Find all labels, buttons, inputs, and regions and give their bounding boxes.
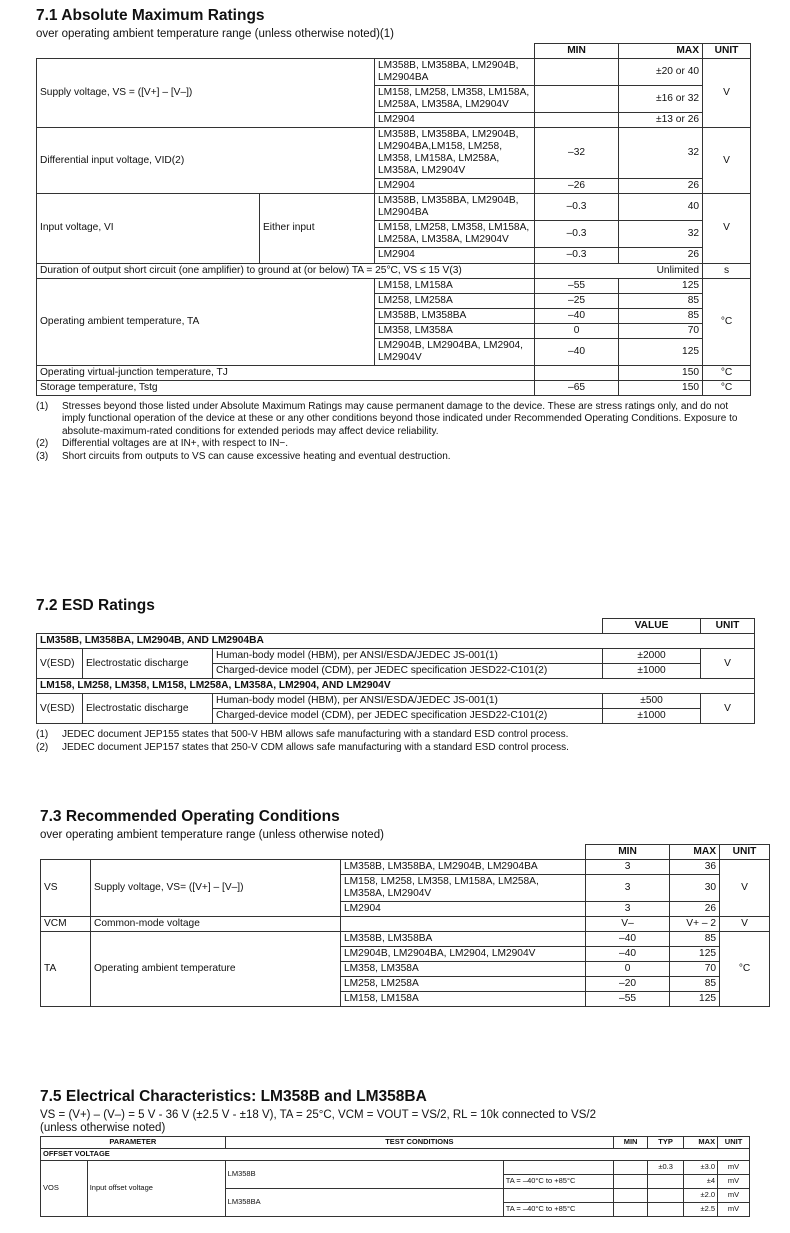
unit-cell: °C bbox=[720, 932, 770, 1007]
col-value: VALUE bbox=[603, 619, 701, 634]
table-row bbox=[41, 1160, 750, 1174]
section-7-3 bbox=[40, 808, 757, 1007]
elec-char-table bbox=[40, 1136, 750, 1217]
min-cell: –40 bbox=[535, 338, 619, 365]
min-cell: –55 bbox=[586, 992, 670, 1007]
footnote-number: (1) bbox=[36, 400, 49, 412]
max-cell: 125 bbox=[619, 278, 703, 293]
col-unit: UNIT bbox=[701, 619, 755, 634]
group-label: LM358B, LM358BA, LM2904B, AND LM2904BA bbox=[37, 634, 755, 649]
table-row bbox=[37, 278, 751, 293]
device-cell: LM158, LM258, LM358, LM158A, LM258A, LM358A, LM2904V bbox=[341, 875, 586, 902]
symbol-cell: V(ESD) bbox=[37, 694, 83, 724]
max-cell: 40 bbox=[619, 194, 703, 221]
unit-cell: V bbox=[720, 917, 770, 932]
min-cell: 3 bbox=[586, 902, 670, 917]
table-row bbox=[41, 860, 770, 875]
param-label: Differential input voltage, VID(2) bbox=[37, 128, 375, 194]
max-cell: Unlimited bbox=[535, 263, 703, 278]
device-cell: LM358B, LM358BA, LM2904B, LM2904BA bbox=[341, 860, 586, 875]
col-max: MAX bbox=[684, 1137, 718, 1149]
abs-max-table bbox=[36, 43, 751, 396]
table-header bbox=[37, 44, 751, 59]
device-cell: LM358, LM358A bbox=[375, 323, 535, 338]
param-label: Operating virtual-junction temperature, TJ bbox=[37, 365, 535, 380]
table-row bbox=[37, 649, 755, 664]
device-cell: LM158, LM158A bbox=[375, 278, 535, 293]
device-cell: LM2904 bbox=[341, 902, 586, 917]
typ-cell bbox=[648, 1188, 684, 1202]
device-cell: LM358B, LM358BA bbox=[375, 308, 535, 323]
table-header bbox=[41, 1137, 750, 1149]
max-cell: ±20 or 40 bbox=[619, 59, 703, 86]
unit-cell: V bbox=[703, 59, 751, 128]
condition-cell bbox=[503, 1160, 613, 1174]
section-7-5 bbox=[40, 1088, 750, 1217]
unit-cell: V bbox=[703, 194, 751, 263]
min-cell bbox=[614, 1174, 648, 1188]
device-cell: LM358B, LM358BA bbox=[341, 932, 586, 947]
min-cell bbox=[535, 59, 619, 86]
param-label: Input voltage, VI bbox=[37, 194, 260, 263]
min-cell bbox=[535, 86, 619, 113]
footnote-text: Stresses beyond those listed under Absolute Maximum Ratings may cause permanent damage to the device. These are stress ratings only, and do not imply functional operation of the device at these or any other conditions beyond those indicated under Recommended Operating Conditions. Exposure to absolute-maximum-rated conditions for extended periods may affect device reliability. bbox=[62, 400, 738, 437]
table-row bbox=[37, 194, 751, 221]
model-cell: Human-body model (HBM), per ANSI/ESDA/JEDEC JS-001(1) bbox=[213, 694, 603, 709]
unit-cell: mV bbox=[718, 1160, 750, 1174]
max-cell: 30 bbox=[670, 875, 720, 902]
min-cell bbox=[535, 113, 619, 128]
min-cell: –40 bbox=[586, 932, 670, 947]
table-header bbox=[37, 619, 755, 634]
device-cell: LM358B, LM358BA, LM2904B, LM2904BA bbox=[375, 194, 535, 221]
max-cell: 26 bbox=[670, 902, 720, 917]
min-cell: 3 bbox=[586, 860, 670, 875]
condition-cell: Either input bbox=[260, 194, 375, 263]
table-row bbox=[37, 263, 751, 278]
device-cell bbox=[341, 917, 586, 932]
device-cell: LM358, LM358A bbox=[341, 962, 586, 977]
table-header bbox=[41, 845, 770, 860]
footnote-number: (1) bbox=[36, 729, 49, 741]
footnote-text: Short circuits from outputs to VS can cause excessive heating and eventual destruction. bbox=[62, 450, 451, 462]
param-label: Storage temperature, Tstg bbox=[37, 380, 535, 395]
group-label: LM158, LM258, LM358, LM158, LM258A, LM358A, LM2904, AND LM2904V bbox=[37, 679, 755, 694]
max-cell: 26 bbox=[619, 248, 703, 263]
param-label: Input offset voltage bbox=[87, 1160, 225, 1216]
condition-cell bbox=[503, 1188, 613, 1202]
unit-cell: mV bbox=[718, 1188, 750, 1202]
min-cell: –0.3 bbox=[535, 221, 619, 248]
group-row bbox=[41, 1148, 750, 1160]
min-cell: –0.3 bbox=[535, 248, 619, 263]
device-cell: LM2904 bbox=[375, 113, 535, 128]
section-subtitle-2: (unless otherwise noted) bbox=[40, 1122, 166, 1134]
footnote bbox=[36, 742, 754, 755]
footnote bbox=[36, 401, 750, 439]
max-cell: 85 bbox=[670, 932, 720, 947]
value-cell: ±1000 bbox=[603, 709, 701, 724]
footnote-text: JEDEC document JEP155 states that 500-V HBM allows safe manufacturing with a standard ESD control process. bbox=[62, 729, 569, 741]
table-row bbox=[37, 380, 751, 395]
min-cell: –40 bbox=[535, 308, 619, 323]
table-row bbox=[37, 59, 751, 86]
max-cell: ±3.0 bbox=[684, 1160, 718, 1174]
device-cell: LM2904B, LM2904BA, LM2904, LM2904V bbox=[341, 947, 586, 962]
device-cell: LM258, LM258A bbox=[375, 293, 535, 308]
device-cell: LM2904B, LM2904BA, LM2904, LM2904V bbox=[375, 338, 535, 365]
footnote-number: (2) bbox=[36, 438, 49, 450]
table-row bbox=[41, 932, 770, 947]
typ-cell: ±0.3 bbox=[648, 1160, 684, 1174]
max-cell: ±4 bbox=[684, 1174, 718, 1188]
min-cell: –55 bbox=[535, 278, 619, 293]
symbol-cell: V(ESD) bbox=[37, 649, 83, 679]
param-label: Operating ambient temperature, TA bbox=[37, 278, 375, 365]
min-cell bbox=[535, 365, 619, 380]
max-cell: ±13 or 26 bbox=[619, 113, 703, 128]
min-cell: –65 bbox=[535, 380, 619, 395]
group-label: OFFSET VOLTAGE bbox=[41, 1148, 750, 1160]
section-title: 7.3 Recommended Operating Conditions bbox=[40, 808, 340, 825]
section-title: 7.5 Electrical Characteristics: LM358B and LM358BA bbox=[40, 1088, 427, 1105]
min-cell bbox=[614, 1188, 648, 1202]
section-subtitle: over operating ambient temperature range (unless otherwise noted)(1) bbox=[36, 28, 394, 40]
table-row bbox=[37, 365, 751, 380]
max-cell: ±16 or 32 bbox=[619, 86, 703, 113]
symbol-cell: VS bbox=[41, 860, 91, 917]
max-cell: 70 bbox=[619, 323, 703, 338]
min-cell bbox=[614, 1202, 648, 1216]
max-cell: 85 bbox=[670, 977, 720, 992]
param-label: Electrostatic discharge bbox=[83, 649, 213, 679]
col-parameter: PARAMETER bbox=[41, 1137, 226, 1149]
param-label: Operating ambient temperature bbox=[91, 932, 341, 1007]
max-cell: 32 bbox=[619, 128, 703, 179]
max-cell: 85 bbox=[619, 293, 703, 308]
footnote-text: JEDEC document JEP157 states that 250-V CDM allows safe manufacturing with a standard ESD control process. bbox=[62, 741, 569, 753]
section-subtitle: over operating ambient temperature range (unless otherwise noted) bbox=[40, 829, 384, 841]
typ-cell bbox=[648, 1174, 684, 1188]
col-typ: TYP bbox=[648, 1137, 684, 1149]
symbol-cell: TA bbox=[41, 932, 91, 1007]
model-cell: Charged-device model (CDM), per JEDEC specification JESD22-C101(2) bbox=[213, 664, 603, 679]
param-label: Supply voltage, VS= ([V+] – [V–]) bbox=[91, 860, 341, 917]
group-row bbox=[37, 679, 755, 694]
unit-cell: s bbox=[703, 263, 751, 278]
footnotes bbox=[36, 401, 750, 464]
typ-cell bbox=[648, 1202, 684, 1216]
footnote bbox=[36, 438, 750, 451]
min-cell: –32 bbox=[535, 128, 619, 179]
table-row bbox=[41, 917, 770, 932]
max-cell: ±2.0 bbox=[684, 1188, 718, 1202]
unit-cell: °C bbox=[703, 365, 751, 380]
table-row bbox=[37, 128, 751, 179]
device-cell: LM158, LM258, LM358, LM158A, LM258A, LM358A, LM2904V bbox=[375, 221, 535, 248]
unit-cell: mV bbox=[718, 1174, 750, 1188]
model-cell: Charged-device model (CDM), per JEDEC specification JESD22-C101(2) bbox=[213, 709, 603, 724]
max-cell: 125 bbox=[670, 947, 720, 962]
table-row bbox=[37, 694, 755, 709]
group-row bbox=[37, 634, 755, 649]
max-cell: 32 bbox=[619, 221, 703, 248]
col-unit: UNIT bbox=[720, 845, 770, 860]
condition-cell: TA = –40°C to +85°C bbox=[503, 1174, 613, 1188]
col-min: MIN bbox=[614, 1137, 648, 1149]
esd-table bbox=[36, 618, 755, 724]
value-cell: ±2000 bbox=[603, 649, 701, 664]
condition-cell: TA = –40°C to +85°C bbox=[503, 1202, 613, 1216]
unit-cell: °C bbox=[703, 278, 751, 365]
param-label: Electrostatic discharge bbox=[83, 694, 213, 724]
max-cell: ±2.5 bbox=[684, 1202, 718, 1216]
model-cell: Human-body model (HBM), per ANSI/ESDA/JEDEC JS-001(1) bbox=[213, 649, 603, 664]
value-cell: ±1000 bbox=[603, 664, 701, 679]
max-cell: V+ – 2 bbox=[670, 917, 720, 932]
unit-cell: V bbox=[701, 649, 755, 679]
col-max: MAX bbox=[670, 845, 720, 860]
col-min: MIN bbox=[586, 845, 670, 860]
max-cell: 70 bbox=[670, 962, 720, 977]
max-cell: 85 bbox=[619, 308, 703, 323]
max-cell: 26 bbox=[619, 179, 703, 194]
device-cell: LM2904 bbox=[375, 179, 535, 194]
col-test-conditions: TEST CONDITIONS bbox=[225, 1137, 613, 1149]
device-cell: LM358B, LM358BA, LM2904B, LM2904BA,LM158, LM258, LM358, LM158A, LM258A, LM358A, LM2904V bbox=[375, 128, 535, 179]
symbol-cell: VCM bbox=[41, 917, 91, 932]
min-cell: –25 bbox=[535, 293, 619, 308]
device-cell: LM358B, LM358BA, LM2904B, LM2904BA bbox=[375, 59, 535, 86]
section-title: 7.2 ESD Ratings bbox=[36, 597, 155, 614]
unit-cell: mV bbox=[718, 1202, 750, 1216]
param-label: Supply voltage, VS = ([V+] – [V–]) bbox=[37, 59, 375, 128]
device-cell: LM258, LM258A bbox=[341, 977, 586, 992]
col-min: MIN bbox=[535, 44, 619, 59]
param-label: Common-mode voltage bbox=[91, 917, 341, 932]
min-cell: –40 bbox=[586, 947, 670, 962]
min-cell: –0.3 bbox=[535, 194, 619, 221]
footnote bbox=[36, 729, 754, 742]
footnote-text: Differential voltages are at IN+, with respect to IN−. bbox=[62, 438, 289, 450]
footnote-number: (2) bbox=[36, 741, 49, 753]
min-cell bbox=[614, 1160, 648, 1174]
min-cell: V– bbox=[586, 917, 670, 932]
section-7-2 bbox=[36, 597, 754, 754]
value-cell: ±500 bbox=[603, 694, 701, 709]
col-unit: UNIT bbox=[703, 44, 751, 59]
max-cell: 150 bbox=[619, 380, 703, 395]
min-cell: –26 bbox=[535, 179, 619, 194]
section-title: 7.1 Absolute Maximum Ratings bbox=[36, 7, 265, 24]
device-cell: LM358B bbox=[225, 1160, 503, 1188]
symbol-cell: VOS bbox=[41, 1160, 88, 1216]
max-cell: 150 bbox=[619, 365, 703, 380]
max-cell: 125 bbox=[619, 338, 703, 365]
device-cell: LM2904 bbox=[375, 248, 535, 263]
min-cell: 0 bbox=[535, 323, 619, 338]
footnotes bbox=[36, 729, 754, 754]
unit-cell: V bbox=[720, 860, 770, 917]
col-unit: UNIT bbox=[718, 1137, 750, 1149]
min-cell: –20 bbox=[586, 977, 670, 992]
footnote bbox=[36, 451, 750, 464]
section-subtitle: VS = (V+) – (V–) = 5 V - 36 V (±2.5 V - ±18 V), TA = 25°C, VCM = VOUT = VS/2, RL = 10k connected to VS/2 bbox=[40, 1109, 596, 1121]
section-7-1 bbox=[36, 7, 750, 463]
unit-cell: V bbox=[703, 128, 751, 194]
col-max: MAX bbox=[619, 44, 703, 59]
min-cell: 0 bbox=[586, 962, 670, 977]
rec-op-table bbox=[40, 844, 770, 1007]
footnote-number: (3) bbox=[36, 450, 49, 462]
unit-cell: °C bbox=[703, 380, 751, 395]
device-cell: LM158, LM158A bbox=[341, 992, 586, 1007]
min-cell: 3 bbox=[586, 875, 670, 902]
device-cell: LM358BA bbox=[225, 1188, 503, 1216]
param-label: Duration of output short circuit (one amplifier) to ground at (or below) TA = 25°C, VS ≤ 15 V(3) bbox=[37, 263, 535, 278]
unit-cell: V bbox=[701, 694, 755, 724]
max-cell: 36 bbox=[670, 860, 720, 875]
device-cell: LM158, LM258, LM358, LM158A, LM258A, LM358A, LM2904V bbox=[375, 86, 535, 113]
max-cell: 125 bbox=[670, 992, 720, 1007]
